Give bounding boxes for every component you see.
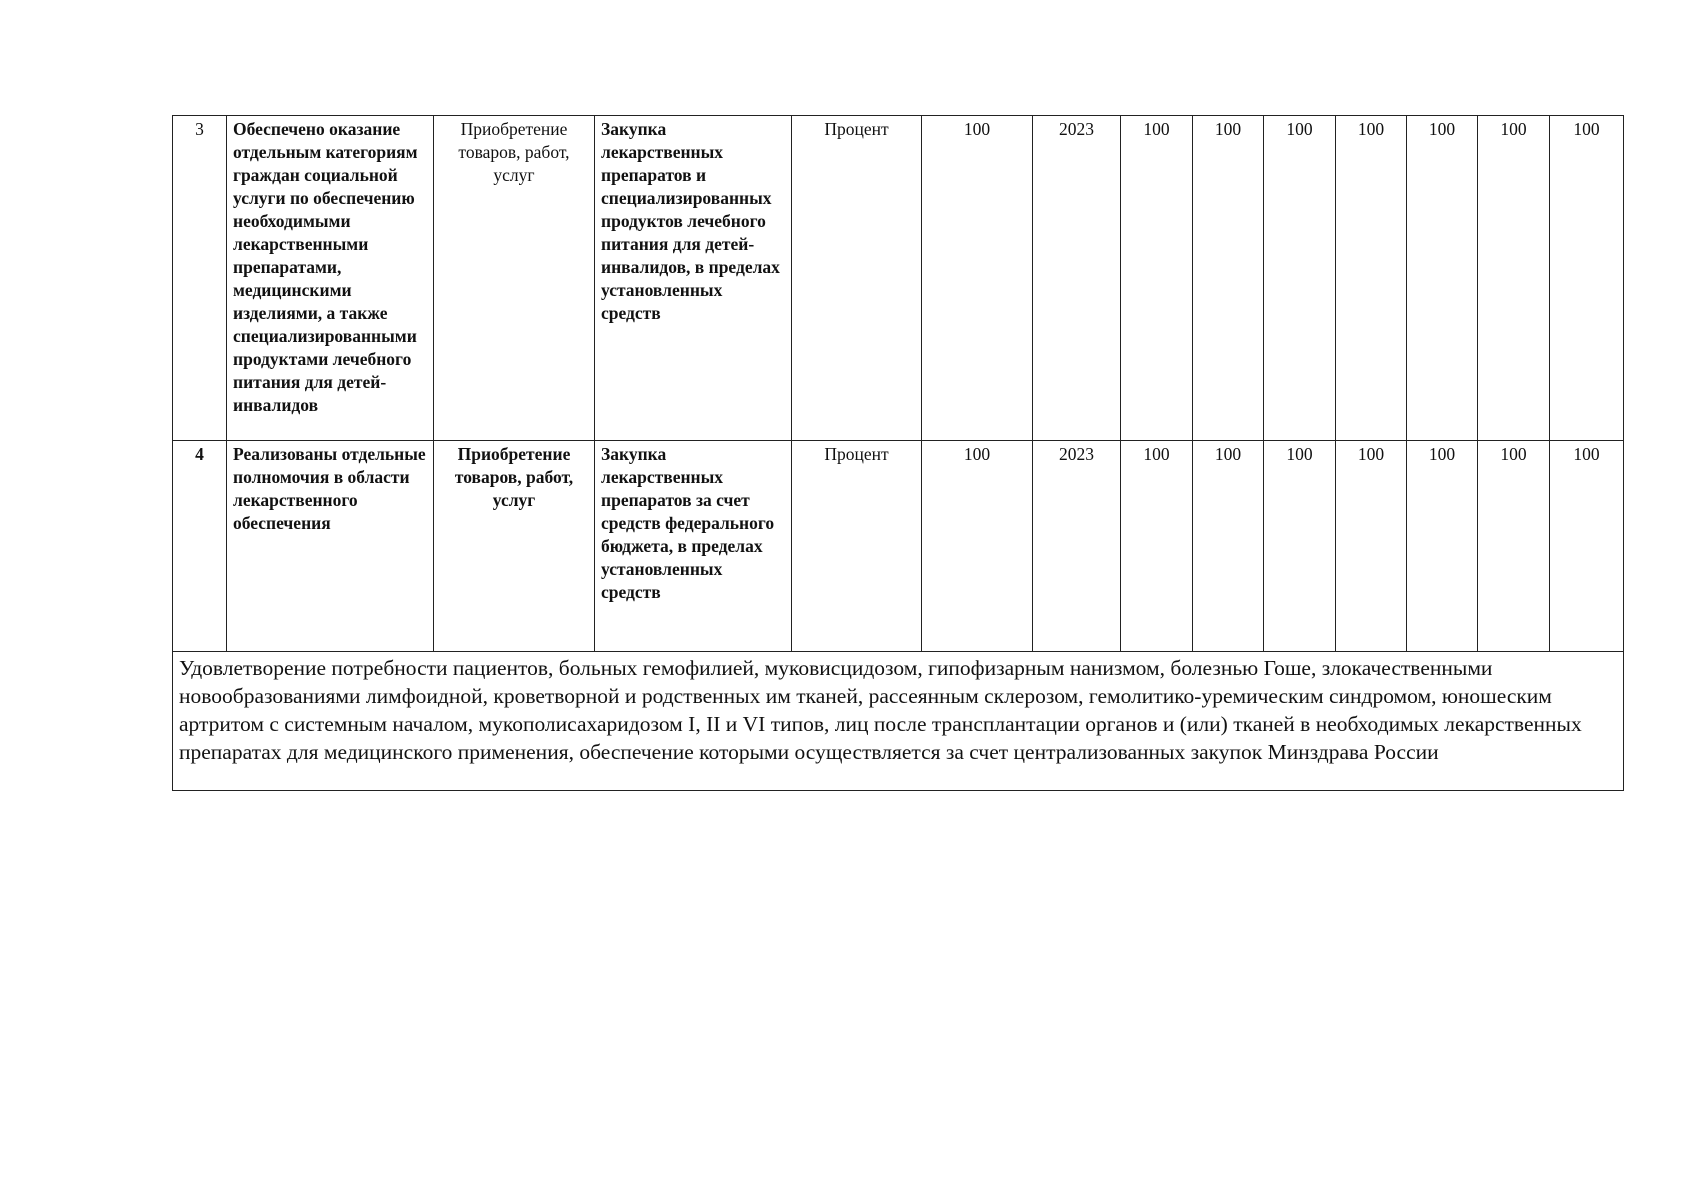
year-value: 100 [1336,116,1407,441]
unit-of-measure: Процент [792,116,922,441]
row-number: 4 [173,441,227,652]
indicators-table [172,115,1624,791]
result-type: Приобретение товаров, работ, услуг [434,116,595,441]
result-name: Реализованы отдельные полномочия в области лекарственного обеспечения [227,441,434,652]
result-characteristic: Закупка лекарственных препаратов и специализированных продуктов лечебного питания для детей-инвалидов, в пределах установленных средств [595,116,792,441]
year-value: 100 [1550,441,1624,652]
table-row [173,116,1624,441]
year-value: 100 [1264,116,1336,441]
year-value: 100 [1407,116,1478,441]
year-value: 100 [1478,441,1550,652]
year-value: 100 [1193,116,1264,441]
year-value: 100 [1121,116,1193,441]
base-value: 100 [922,116,1033,441]
base-value: 100 [922,441,1033,652]
goal-description: Удовлетворение потребности пациентов, больных гемофилией, муковисцидозом, гипофизарным нанизмом, болезнью Гоше, злокачественными новообразованиями лимфоидной, кроветворной и родственных им тканей, рассеянным склерозом, гемолитико-уремическим синдромом, юношеским артритом с системным началом, мукополисахаридозом I, II и VI типов, лиц после трансплантации органов и (или) тканей в необходимых лекарственных препаратах для медицинского применения, обеспечение которыми осуществляется за счет централизованных закупок Минздрава России [173,652,1624,791]
base-year: 2023 [1033,441,1121,652]
goal-row [173,652,1624,791]
unit-of-measure: Процент [792,441,922,652]
year-value: 100 [1550,116,1624,441]
year-value: 100 [1121,441,1193,652]
result-type: Приобретение товаров, работ, услуг [434,441,595,652]
table-row [173,441,1624,652]
year-value: 100 [1478,116,1550,441]
base-year: 2023 [1033,116,1121,441]
year-value: 100 [1407,441,1478,652]
year-value: 100 [1193,441,1264,652]
result-name: Обеспечено оказание отдельным категориям граждан социальной услуги по обеспечению необходимыми лекарственными препаратами, медицинскими изделиями, а также специализированными продуктами лечебного питания для детей-инвалидов [227,116,434,441]
row-number: 3 [173,116,227,441]
year-value: 100 [1336,441,1407,652]
result-characteristic: Закупка лекарственных препаратов за счет средств федерального бюджета, в пределах установленных средств [595,441,792,652]
year-value: 100 [1264,441,1336,652]
